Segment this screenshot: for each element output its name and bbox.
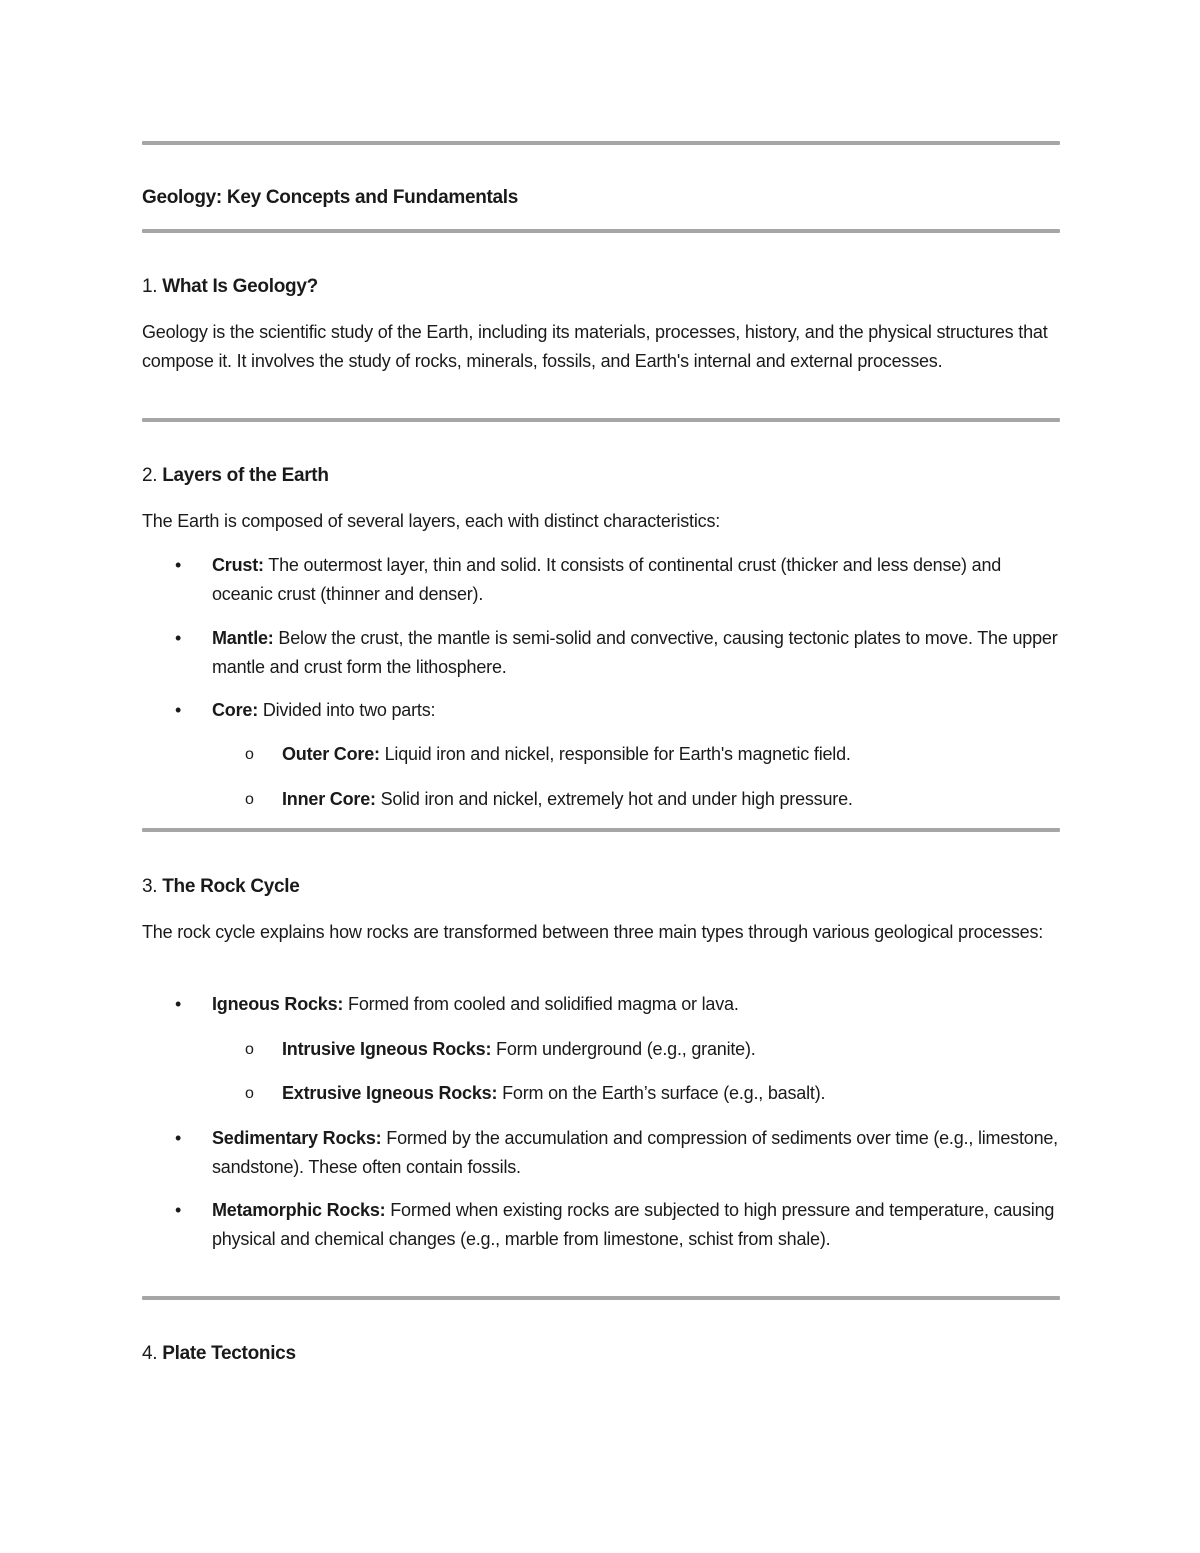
bullet-icon: • [175,1128,182,1148]
list-item: o Inner Core: Solid iron and nickel, extremely hot and under high pressure. [282,785,1060,814]
circle-bullet-icon: o [245,1085,254,1102]
list-item: • Mantle: Below the crust, the mantle is semi-solid and convective, causing tectonic plates to move. The upper mantle and crust form the lithosphere. [212,624,1060,682]
horizontal-rule [142,141,1060,145]
list-item: • Igneous Rocks: Formed from cooled and solidified magma or lava. [212,990,1060,1019]
section-heading: 3. The Rock Cycle [142,876,300,897]
section-intro: Geology is the scientific study of the Earth, including its materials, processes, history, and the physical structures that compose it. It involves the study of rocks, minerals, fossils, and Earth's internal and external processes. [142,322,1048,371]
bullet-icon: • [175,628,182,648]
list-item: • Core: Divided into two parts: [212,696,1060,725]
horizontal-rule [142,828,1060,832]
list-item: o Outer Core: Liquid iron and nickel, responsible for Earth's magnetic field. [282,740,1060,769]
list-item: • Metamorphic Rocks: Formed when existing rocks are subjected to high pressure and temperature, causing physical and chemical changes (e.g., marble from limestone, schist from shale). [212,1196,1060,1254]
section-intro: The Earth is composed of several layers, each with distinct characteristics: [142,511,721,531]
bullet-icon: • [175,700,182,720]
horizontal-rule [142,1296,1060,1300]
bullet-icon: • [175,994,182,1014]
circle-bullet-icon: o [245,1041,254,1058]
horizontal-rule [142,418,1060,422]
list-item: • Sedimentary Rocks: Formed by the accumulation and compression of sediments over time (e.g., limestone, sandstone). These often contain fossils. [212,1124,1060,1182]
list-item: o Intrusive Igneous Rocks: Form underground (e.g., granite). [282,1035,1060,1064]
list-item: • Crust: The outermost layer, thin and solid. It consists of continental crust (thicker and less dense) and oceanic crust (thinner and denser). [212,551,1060,609]
bullet-icon: • [175,1200,182,1220]
section-intro: The rock cycle explains how rocks are transformed between three main types through various geological processes: [142,922,1044,942]
circle-bullet-icon: o [245,791,254,808]
list-item: o Extrusive Igneous Rocks: Form on the Earth’s surface (e.g., basalt). [282,1079,1060,1108]
horizontal-rule [142,229,1060,233]
section-heading: 2. Layers of the Earth [142,465,329,486]
circle-bullet-icon: o [245,746,254,763]
section-heading: 4. Plate Tectonics [142,1343,296,1364]
document-title: Geology: Key Concepts and Fundamentals [142,187,519,208]
section-heading: 1. What Is Geology? [142,276,318,297]
bullet-icon: • [175,555,182,575]
